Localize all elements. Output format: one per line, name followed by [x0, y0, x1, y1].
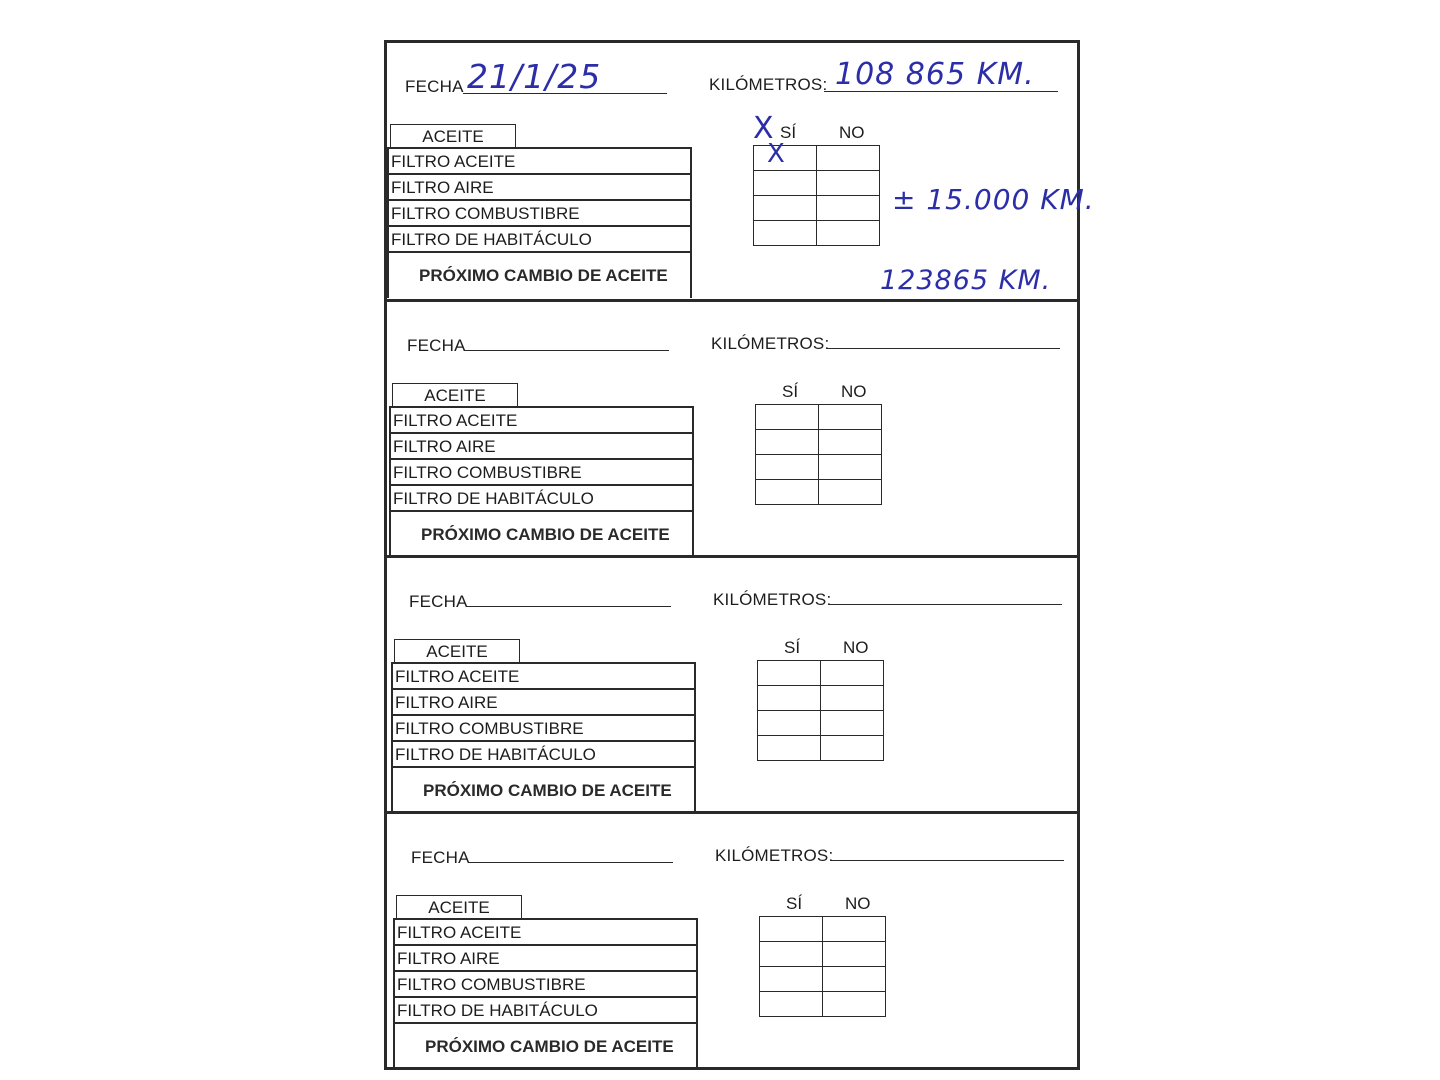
maintenance-form: [384, 40, 1095, 1070]
aceite-label: ACEITE: [392, 383, 518, 407]
si-cell[interactable]: [758, 736, 821, 761]
item-filtro-combustibre: FILTRO COMBUSTIBRE: [395, 970, 696, 996]
proximo-cambio-label: PRÓXIMO CAMBIO DE ACEITE: [391, 510, 692, 557]
kilometros-line: [828, 604, 1062, 605]
item-filtro-combustibre: FILTRO COMBUSTIBRE: [391, 458, 692, 484]
si-header: SÍ: [780, 123, 797, 142]
no-header: NO: [843, 638, 869, 657]
si-no-grid: [755, 404, 882, 505]
item-filtro-habitaculo: FILTRO DE HABITÁCULO: [395, 996, 696, 1022]
aceite-label: ACEITE: [390, 124, 516, 148]
no-cell[interactable]: [819, 455, 882, 480]
fecha-line: [465, 350, 669, 351]
si-no-grid: [757, 660, 884, 761]
kilometros-label: KILÓMETROS:: [715, 846, 834, 865]
item-filtro-combustibre: FILTRO COMBUSTIBRE: [393, 714, 694, 740]
si-cell[interactable]: [754, 196, 817, 221]
fecha-label: FECHA: [411, 848, 470, 867]
item-filtro-habitaculo: FILTRO DE HABITÁCULO: [389, 225, 690, 251]
si-cell[interactable]: [758, 661, 821, 686]
proximo-cambio-label: PRÓXIMO CAMBIO DE ACEITE: [393, 766, 694, 813]
item-filtro-aceite: FILTRO ACEITE: [389, 147, 690, 173]
record-section-4: [387, 811, 1077, 1070]
fecha-label: FECHA: [409, 592, 468, 611]
scanned-paper: [347, 12, 1095, 1080]
si-cell[interactable]: [756, 430, 819, 455]
no-cell[interactable]: [821, 711, 884, 736]
items-list: [391, 662, 696, 813]
aceite-label: ACEITE: [396, 895, 522, 919]
interval-note: ± 15.000 KM.: [892, 183, 1095, 216]
si-cell[interactable]: [756, 405, 819, 430]
fecha-value: 21/1/25: [467, 57, 602, 96]
si-cell[interactable]: [754, 171, 817, 196]
item-filtro-aire: FILTRO AIRE: [389, 173, 690, 199]
item-filtro-aceite: FILTRO ACEITE: [391, 406, 692, 432]
si-header: SÍ: [782, 382, 799, 401]
no-cell[interactable]: [819, 430, 882, 455]
item-filtro-habitaculo: FILTRO DE HABITÁCULO: [391, 484, 692, 510]
no-cell[interactable]: [821, 686, 884, 711]
si-no-grid: [759, 916, 886, 1017]
si-cell[interactable]: [756, 480, 819, 505]
no-cell[interactable]: [823, 942, 886, 967]
si-header: SÍ: [784, 638, 801, 657]
fecha-label: FECHA: [405, 77, 464, 96]
no-header: NO: [839, 123, 865, 142]
aceite-label: ACEITE: [394, 639, 520, 663]
fecha-line: [467, 606, 671, 607]
item-filtro-habitaculo: FILTRO DE HABITÁCULO: [393, 740, 694, 766]
no-cell[interactable]: [817, 171, 880, 196]
no-header: NO: [841, 382, 867, 401]
item-filtro-aire: FILTRO AIRE: [395, 944, 696, 970]
si-cell[interactable]: [754, 221, 817, 246]
no-cell[interactable]: [821, 736, 884, 761]
kilometros-value: 108 865 KM.: [835, 57, 1035, 92]
fecha-line: [469, 862, 673, 863]
no-cell[interactable]: [823, 917, 886, 942]
no-cell[interactable]: [819, 405, 882, 430]
no-header: NO: [845, 894, 871, 913]
si-cell[interactable]: [760, 967, 823, 992]
si-cell[interactable]: [756, 455, 819, 480]
si-cell[interactable]: [760, 942, 823, 967]
fecha-label: FECHA: [407, 336, 466, 355]
si-cell[interactable]: [760, 992, 823, 1017]
aceite-check-mark: X: [753, 111, 775, 146]
items-list: [387, 147, 692, 298]
no-cell[interactable]: [817, 146, 880, 171]
item-filtro-aceite: FILTRO ACEITE: [395, 918, 696, 944]
kilometros-line: [830, 860, 1064, 861]
no-cell[interactable]: [819, 480, 882, 505]
no-cell[interactable]: [817, 196, 880, 221]
item-filtro-aire: FILTRO AIRE: [393, 688, 694, 714]
record-section-3: [387, 555, 1077, 814]
proximo-cambio-value: 123865 KM.: [880, 265, 1052, 296]
items-list: [393, 918, 698, 1069]
si-cell[interactable]: [760, 917, 823, 942]
no-cell[interactable]: [823, 992, 886, 1017]
kilometros-label: KILÓMETROS:: [711, 334, 830, 353]
kilometros-label: KILÓMETROS:: [713, 590, 832, 609]
si-cell[interactable]: [758, 711, 821, 736]
item-filtro-aire: FILTRO AIRE: [391, 432, 692, 458]
item-filtro-aceite: FILTRO ACEITE: [393, 662, 694, 688]
si-cell[interactable]: [758, 686, 821, 711]
no-cell[interactable]: [821, 661, 884, 686]
record-section-2: [387, 299, 1077, 558]
filtro-aceite-check-mark: X: [767, 139, 786, 169]
proximo-cambio-label: PRÓXIMO CAMBIO DE ACEITE: [389, 251, 690, 298]
proximo-cambio-label: PRÓXIMO CAMBIO DE ACEITE: [395, 1022, 696, 1069]
kilometros-line: [826, 348, 1060, 349]
kilometros-label: KILÓMETROS:: [709, 75, 828, 94]
item-filtro-combustibre: FILTRO COMBUSTIBRE: [389, 199, 690, 225]
record-section-1: [387, 43, 1095, 299]
no-cell[interactable]: [817, 221, 880, 246]
si-header: SÍ: [786, 894, 803, 913]
no-cell[interactable]: [823, 967, 886, 992]
items-list: [389, 406, 694, 557]
